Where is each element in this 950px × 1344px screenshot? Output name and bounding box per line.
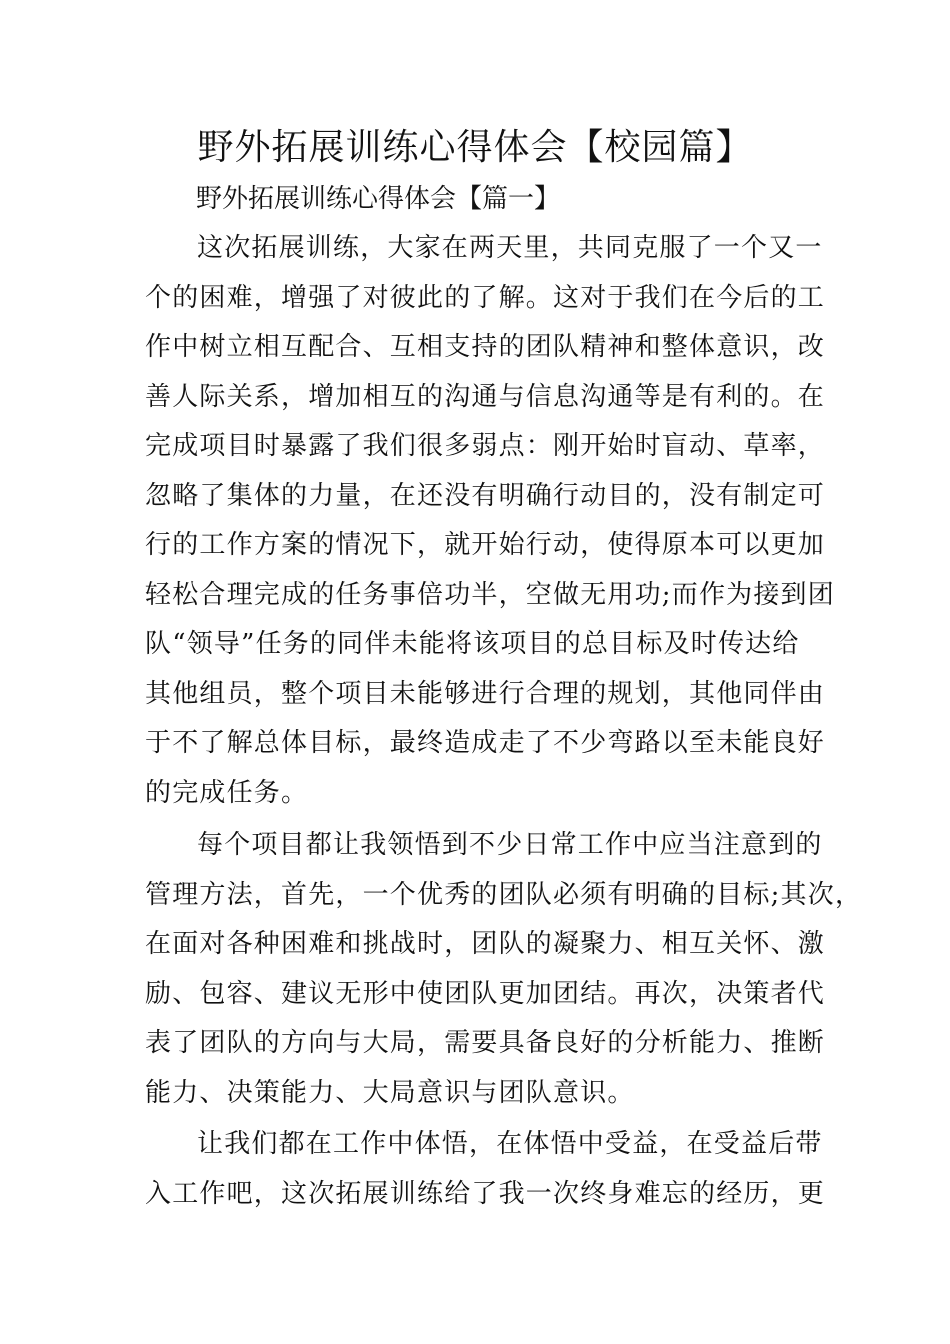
paragraph-3 — [145, 1120, 825, 1219]
paragraph-2 — [145, 821, 863, 1118]
paragraph-line: 这次拓展训练，大家在两天里，共同克服了一个又一 — [197, 233, 823, 263]
paragraph-line: 完成项目时暴露了我们很多弱点：刚开始时盲动、草率， — [145, 431, 826, 461]
paragraph-1 — [145, 224, 835, 818]
paragraph-line: 作中树立相互配合、互相支持的团队精神和整体意识，改 — [145, 332, 826, 362]
paragraph-line: 队“领导”任务的同伴未能将该项目的总目标及时传达给 — [145, 629, 800, 659]
document-title: 野外拓展训练心得体会【校园篇】 — [197, 127, 753, 168]
paragraph-line: 能力、决策能力、大局意识与团队意识。 — [145, 1077, 635, 1108]
paragraph-line: 表了团队的方向与大局，需要具备良好的分析能力、推断 — [145, 1028, 826, 1058]
paragraph-line: 轻松合理完成的任务事倍功半，空做无用功;而作为接到团 — [145, 579, 835, 610]
paragraph-line: 每个项目都让我领悟到不少日常工作中应当注意到的 — [197, 830, 823, 860]
paragraph-line: 善人际关系，增加相互的沟通与信息沟通等是有利的。在 — [145, 381, 826, 412]
paragraph-line: 让我们都在工作中体悟，在体悟中受益，在受益后带 — [197, 1129, 823, 1159]
paragraph-line: 管理方法，首先，一个优秀的团队必须有明确的目标;其次， — [145, 879, 863, 910]
paragraph-line: 行的工作方案的情况下，就开始行动，使得原本可以更加 — [145, 530, 826, 560]
paragraph-line: 在面对各种困难和挑战时，团队的凝聚力、相互关怀、激 — [145, 929, 826, 959]
paragraph-line: 励、包容、建议无形中使团队更加团结。再次，决策者代 — [145, 978, 826, 1009]
section-heading: 野外拓展训练心得体会【篇一】 — [196, 184, 561, 214]
paragraph-line: 个的困难，增强了对彼此的了解。这对于我们在今后的工 — [145, 282, 826, 313]
paragraph-line: 的完成任务。 — [145, 777, 309, 808]
paragraph-line: 入工作吧，这次拓展训练给了我一次终身难忘的经历，更 — [145, 1178, 826, 1209]
paragraph-line: 其他组员，整个项目未能够进行合理的规划，其他同伴由 — [145, 678, 826, 709]
paragraph-line: 忽略了集体的力量，在还没有明确行动目的，没有制定可 — [145, 480, 826, 511]
paragraph-line: 于不了解总体目标，最终造成走了不少弯路以至未能良好 — [145, 728, 826, 758]
